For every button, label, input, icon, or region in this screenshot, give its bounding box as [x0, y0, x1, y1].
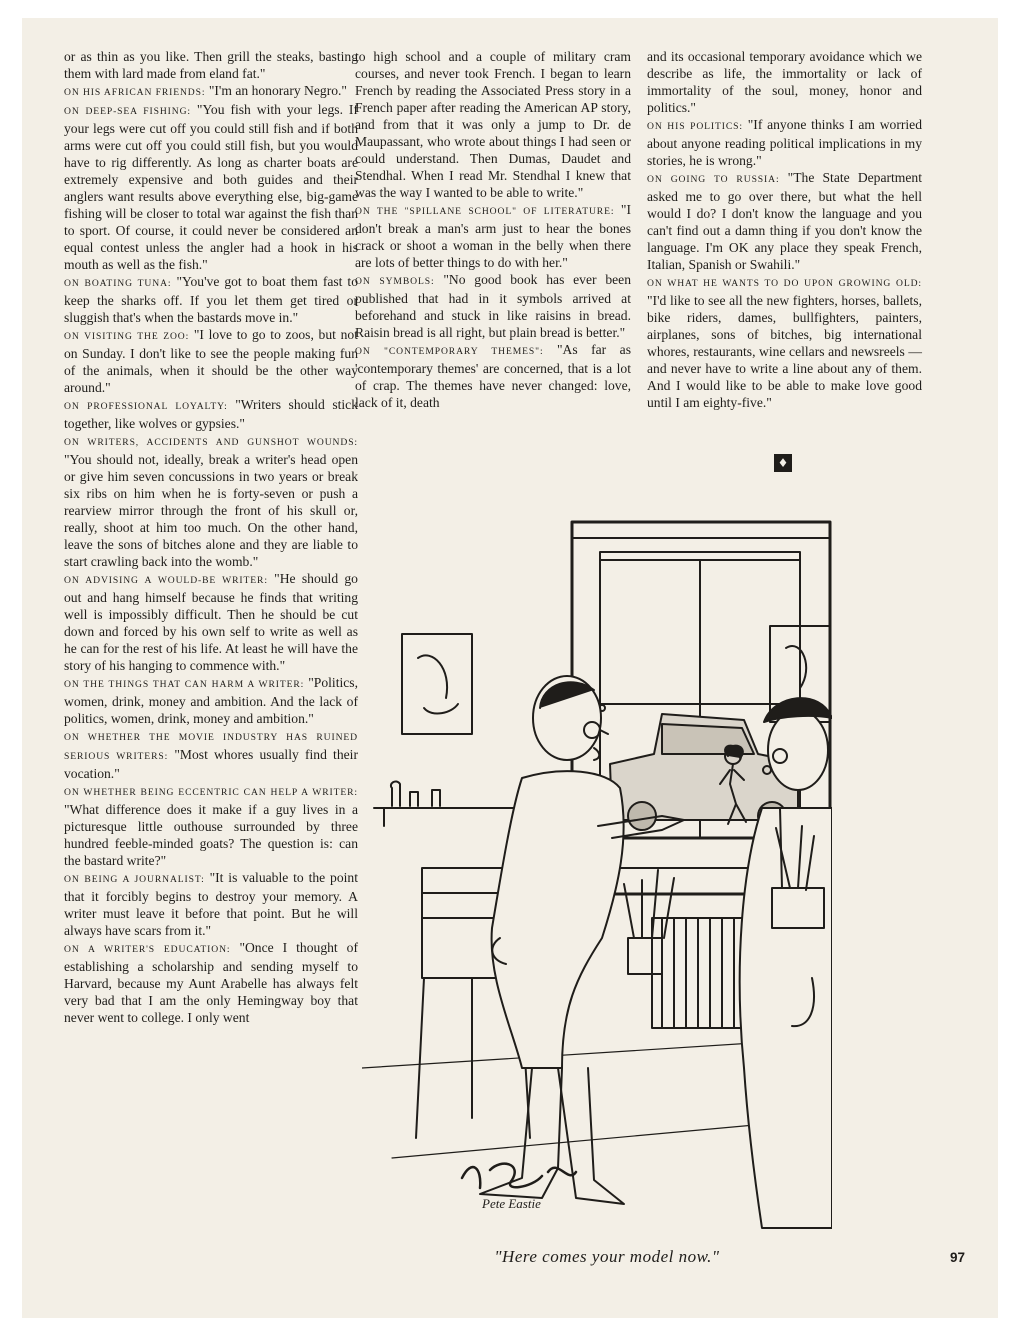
cartoon-signature: Pete Eastie [482, 1196, 541, 1211]
quote-paragraph [64, 48, 358, 82]
quote-paragraph [647, 116, 922, 169]
quote-topic-heading: ON THE "SPILLANE SCHOOL" OF LITERATURE: [355, 206, 615, 217]
quote-topic-heading: ON WHAT HE WANTS TO DO UPON GROWING OLD: [647, 278, 922, 289]
quote-paragraph [647, 273, 922, 411]
quote-text: "I love to go to zoos, but not on Sunday. I don't like to see the people making fun of the animals, when it should be the other way around." [64, 327, 358, 395]
quote-paragraph [64, 782, 358, 869]
quote-paragraph [64, 396, 358, 432]
quote-paragraph [64, 82, 358, 101]
quote-topic-heading: ON WRITERS, ACCIDENTS AND GUNSHOT WOUNDS: [64, 437, 358, 448]
quote-paragraph [64, 432, 358, 570]
quote-text: "He should go out and hang himself because he finds that writing well is impossibly difficult. Then he should be cut down and forced by his own self to write as well as he can for the rest of his life. At least he will have the story of his hanging to commence with." [64, 571, 358, 673]
quote-text: "I'm an honorary Negro." [205, 83, 347, 98]
quote-topic-heading: ON A WRITER'S EDUCATION: [64, 944, 231, 955]
quote-text: "Once I thought of establishing a scholarship and sending myself to Harvard, because my Aunt Arabelle has always felt very bad that I am the only Hemingway boy that never went to college. I only went [64, 940, 358, 1025]
quote-text: "You fish with your legs. If your legs were cut off you could still fish and if both arms were cut off you could still fish, but you would have to rig differently. As long as charter boats are extremely expensive and both guides and their anglers want results above everything else, big-game fishing will be closer to total war against the fish than to sport. Of course, it could never be considered an equal contest unless the angler had a hook in his mouth as well as the fish." [64, 102, 358, 272]
quote-paragraph [647, 169, 922, 273]
quote-text: "I'd like to see all the new fighters, horses, ballets, bike riders, dames, bullfighters, painters, airplanes, sons of bitches, big international whores, restaurants, wine cellars and newsreels — and never have to write a line about any of them. And I would like to be able to make love good until I am eighty-five." [647, 293, 922, 410]
page-number: 97 [950, 1250, 966, 1265]
quote-text: to high school and a couple of military cram courses, and never took French. I began to learn French by reading the Associated Press story in a French paper after reading the American AP story, and from that it was only a jump to Dr. de Maupassant, who wrote about things I had seen or could understand. Then Dumas, Daudet and Stendhal. When I read Mr. Stendhal I knew that was the way I wanted to be able to write." [355, 49, 631, 200]
quote-text: "I don't break a man's arm just to hear the bones crack or shoot a woman in the belly when there are lots of better things to do with her." [355, 202, 631, 270]
quote-text: "You've got to boat them fast to keep the sharks off. If you let them get tired or sluggish that's when the bastards move in." [64, 274, 359, 325]
text-column-2 [355, 48, 631, 411]
quote-topic-heading: ON THE THINGS THAT CAN HARM A WRITER: [64, 679, 305, 690]
cartoon-caption: "Here comes your model now." [494, 1247, 720, 1266]
quote-topic-heading: ON BEING A JOURNALIST: [64, 874, 205, 885]
quote-topic-heading: ON SYMBOLS: [355, 276, 435, 287]
quote-paragraph [64, 727, 358, 782]
quote-text: "Politics, women, drink, money and ambition. And the lack of politics, women, drink, money and ambition." [64, 675, 358, 726]
rabbit-head-icon: ♦ [774, 454, 792, 472]
quote-paragraph [355, 48, 631, 201]
quote-topic-heading: ON VISITING THE ZOO: [64, 331, 190, 342]
quote-paragraph [64, 674, 358, 727]
quote-text: "It is valuable to the point that it forcibly begins to destroy your memory. A writer must leave it before that point. But he will always have scars from it." [64, 870, 358, 938]
quote-text: "What difference does it make if a guy lives in a picturesque little outhouse surrounded by three hundred feeble-minded goats? The question is: can the bastard write?" [64, 802, 358, 868]
quote-topic-heading: ON ADVISING A WOULD-BE WRITER: [64, 575, 268, 586]
quote-paragraph [355, 271, 631, 341]
quote-text: "You should not, ideally, break a writer's head open or give him seven concussions in two years or break six ribs on him when he is forty-seven or push a rearview mirror through the front of his skull or, really, shoot at him too much. On the other hand, leave the sons of bitches alone and they are liable to start crawling back into the womb." [64, 452, 358, 569]
quote-topic-heading: ON WHETHER THE MOVIE INDUSTRY HAS RUINED SERIOUS WRITERS: [64, 732, 358, 762]
quote-paragraph [64, 570, 358, 674]
quote-topic-heading: ON "CONTEMPORARY THEMES": [355, 346, 544, 357]
text-column-1 [64, 48, 358, 1026]
quote-text: "No good book has ever been published that had in it symbols arrived at beforehand and stuck in like raisins in bread. Raisin bread is all right, but plain bread is better." [355, 272, 631, 340]
quote-paragraph [64, 939, 358, 1026]
quote-topic-heading: ON GOING TO RUSSIA: [647, 174, 780, 185]
magazine-page [22, 18, 998, 1318]
quote-paragraph [355, 341, 631, 411]
quote-topic-heading: ON WHETHER BEING ECCENTRIC CAN HELP A WRITER: [64, 787, 358, 798]
quote-paragraph [64, 326, 358, 396]
quote-text: "As far as 'contemporary themes' are concerned, that is a lot of crap. The themes have never changed: love, lack of it, death [355, 342, 631, 410]
quote-paragraph [355, 201, 631, 271]
quote-topic-heading: ON DEEP-SEA FISHING: [64, 106, 191, 117]
quote-text: "Most whores usually find their vocation." [64, 747, 358, 781]
quote-topic-heading: ON PROFESSIONAL LOYALTY: [64, 401, 228, 412]
quote-text: or as thin as you like. Then grill the steaks, basting them with lard made from eland fat." [64, 49, 358, 81]
cartoon-illustration [362, 508, 832, 1238]
quote-paragraph [64, 101, 358, 273]
text-column-3 [647, 48, 922, 411]
quote-paragraph [64, 273, 358, 326]
quote-text: and its occasional temporary avoidance which we describe as life, the immortality or lack of immortality of the soul, money, honor and politics." [647, 49, 922, 115]
quote-text: "Writers should stick together, like wolves or gypsies." [64, 397, 358, 431]
quote-topic-heading: ON HIS AFRICAN FRIENDS: [64, 87, 206, 98]
quote-topic-heading: ON HIS POLITICS: [647, 121, 743, 132]
quote-paragraph [64, 869, 358, 939]
quote-text: "If anyone thinks I am worried about anyone reading political implications in my stories, he is wrong." [647, 117, 922, 168]
quote-paragraph [647, 48, 922, 116]
quote-text: "The State Department asked me to go over there, but what the hell would I do? I don't know the language and you can't find out a damn thing if you don't know the language. I'm OK any place they speak French, Italian, Spanish or Swahili." [647, 170, 922, 272]
quote-topic-heading: ON BOATING TUNA: [64, 278, 172, 289]
